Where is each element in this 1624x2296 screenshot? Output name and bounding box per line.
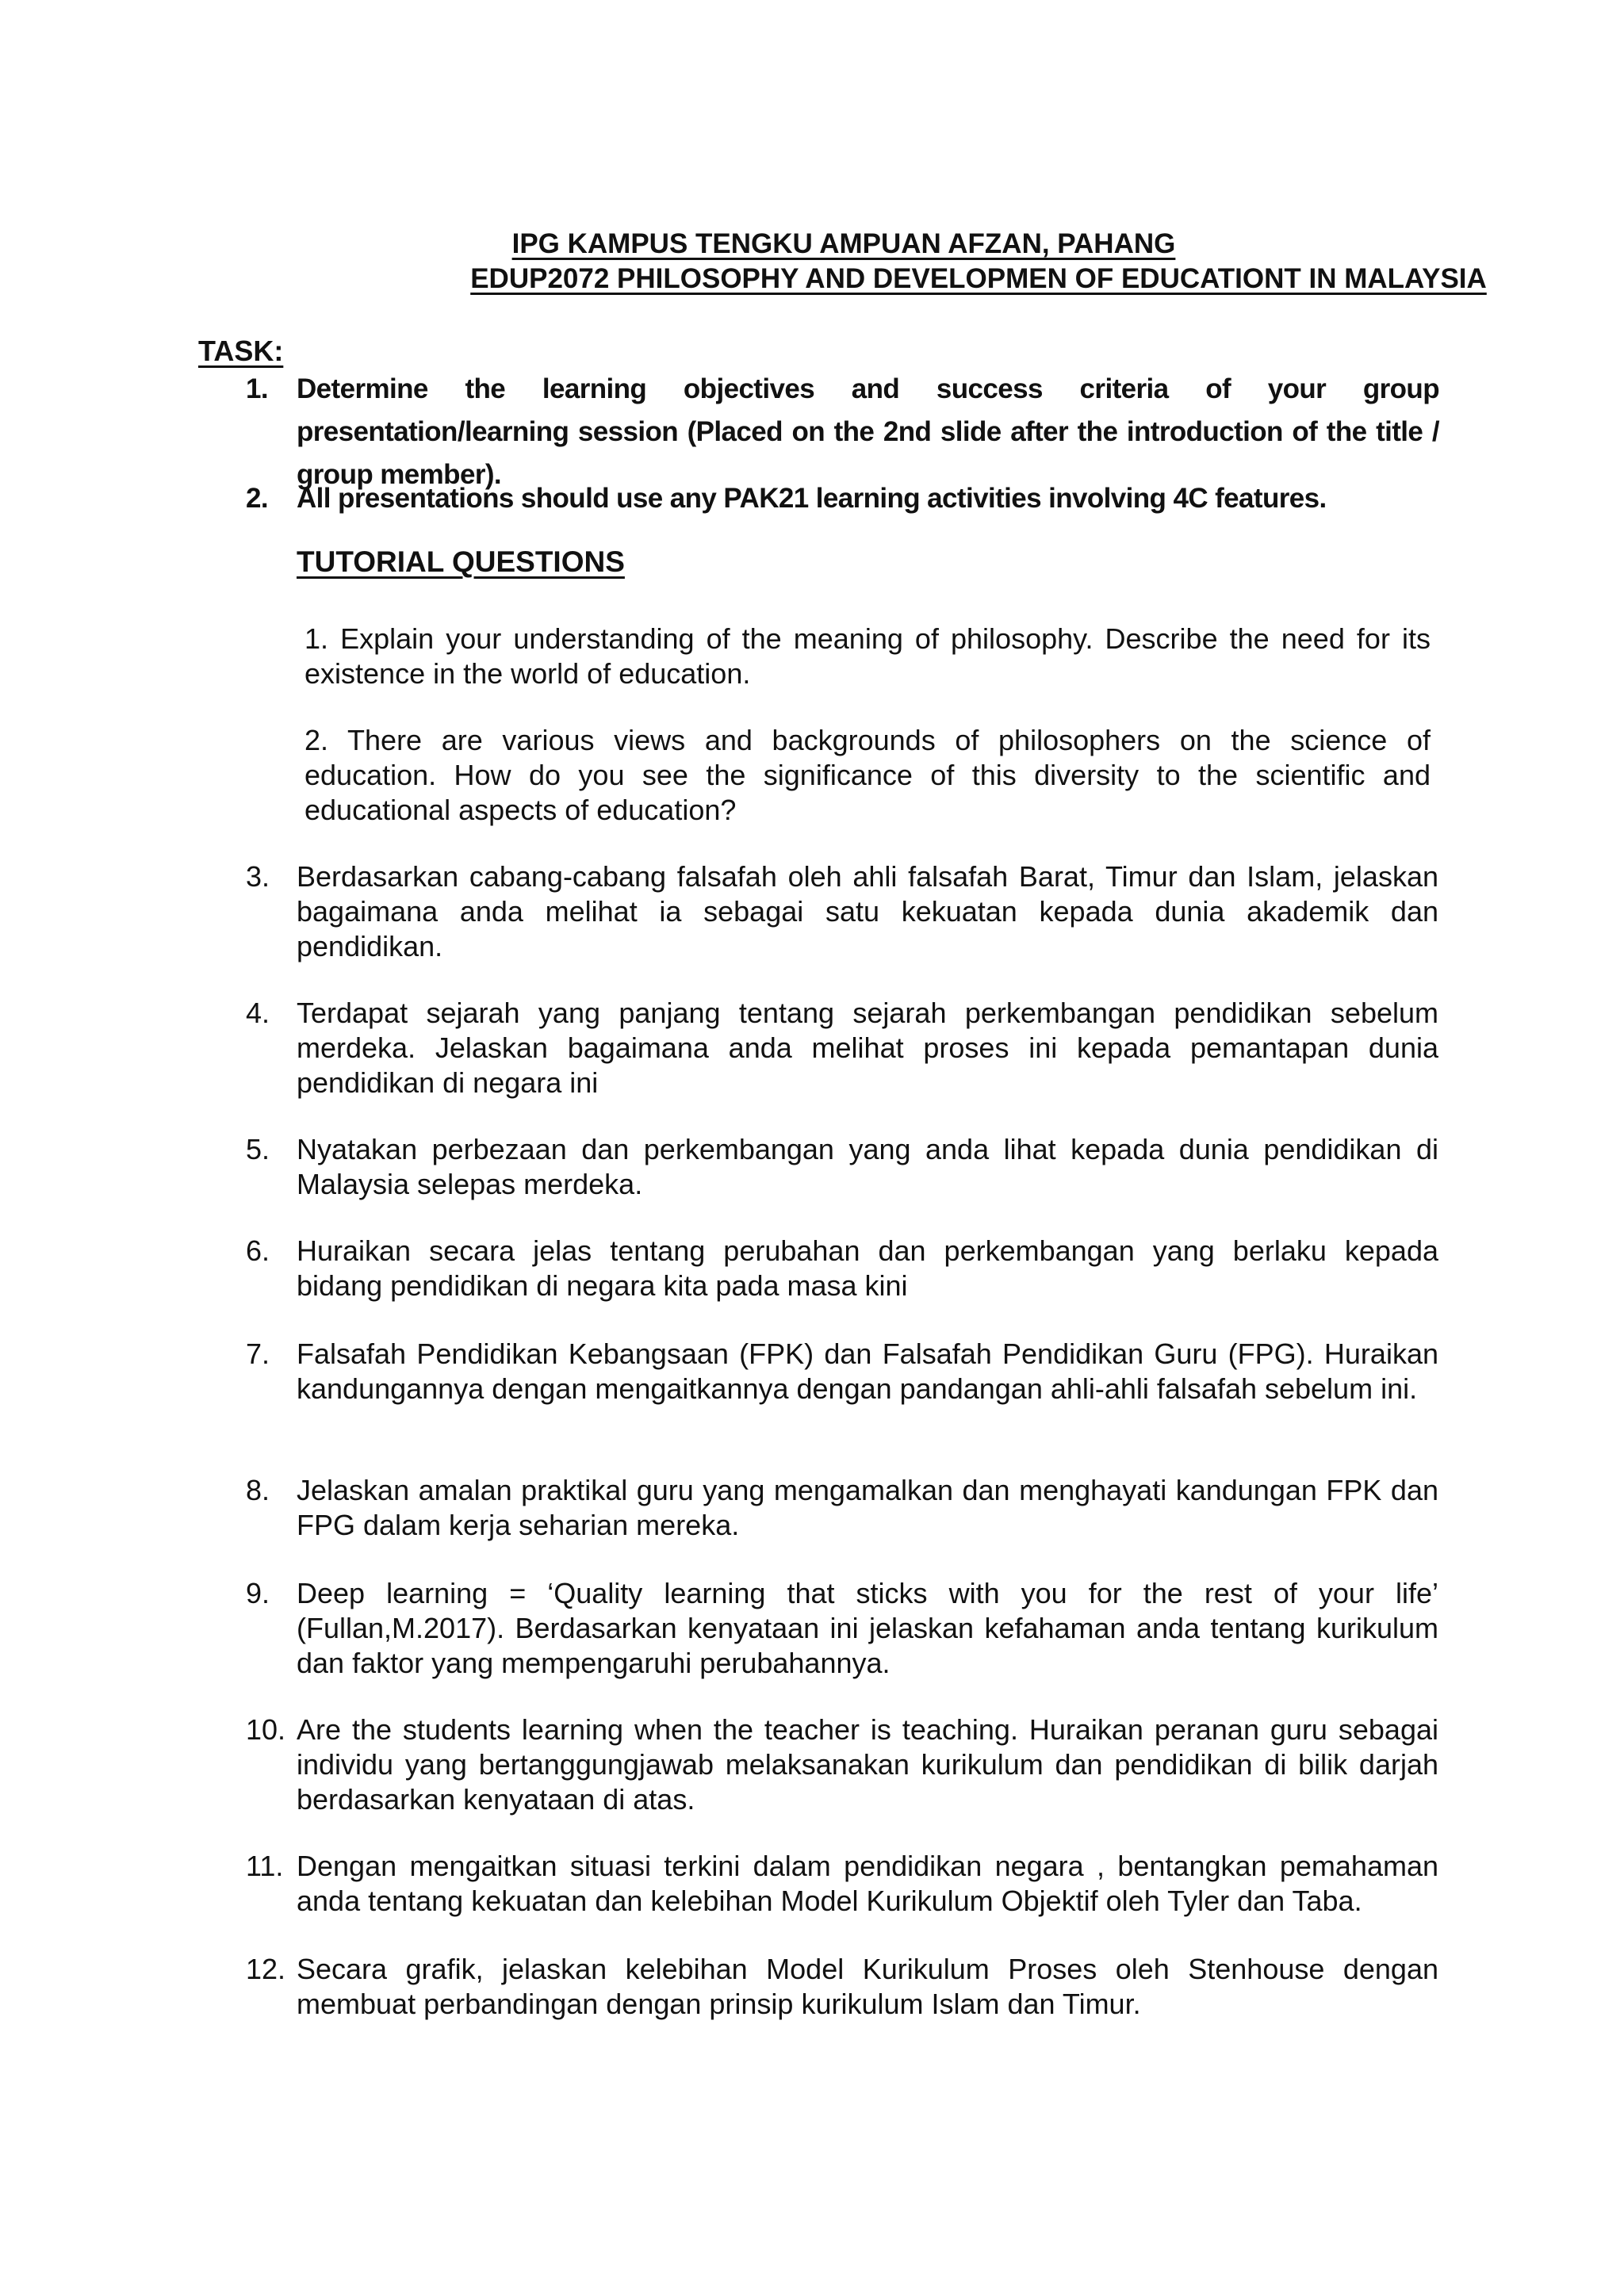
question-text: 2. There are various views and backgrounds of philosophers on the science of education. How do you see the significance of this diversity to the scientific and educational aspects of education? [304, 724, 1431, 826]
task-item-text: All presentations should use any PAK21 learning activities involving 4C features. [297, 483, 1327, 514]
task-item-number: 1. [246, 373, 268, 404]
question-number: 3. [246, 860, 270, 893]
question-text: Secara grafik, jelaskan kelebihan Model Kurikulum Proses oleh Stenhouse dengan membuat perbandingan dengan prinsip kurikulum Islam dan Timur. [297, 1953, 1438, 2020]
question-number: 11. [246, 1850, 284, 1882]
question-text: Huraikan secara jelas tentang perubahan dan perkembangan yang berlaku kepada bidang pendidikan di negara kita pada masa kini [297, 1234, 1438, 1302]
question-text: 1. Explain your understanding of the meaning of philosophy. Describe the need for its existence in the world of education. [304, 622, 1431, 690]
question-text: Are the students learning when the teacher is teaching. Huraikan peranan guru sebagai individu yang bertanggungjawab melaksanakan kurikulum dan pendidikan di bilik darjah berdasarkan kenyataan di atas. [297, 1713, 1438, 1816]
question-number: 6. [246, 1234, 270, 1267]
question-text: Deep learning = ‘Quality learning that sticks with you for the rest of your life’ (Fullan,M.2017). Berdasarkan kenyataan ini jelaskan kefahaman anda tentang kurikulum dan faktor yang mempengaruhi perubahannya. [297, 1577, 1438, 1679]
tutorial-heading: TUTORIAL QUESTIONS [297, 545, 625, 578]
question-number: 12. [246, 1953, 286, 1985]
question-number: 8. [246, 1474, 270, 1506]
question-text: Berdasarkan cabang-cabang falsafah oleh ahli falsafah Barat, Timur dan Islam, jelaskan bagaimana anda melihat ia sebagai satu kekuatan kepada dunia akademik dan pendidikan. [297, 860, 1438, 962]
question-number: 9. [246, 1577, 270, 1609]
question-text: Terdapat sejarah yang panjang tentang sejarah perkembangan pendidikan sebelum merdeka. Jelaskan bagaimana anda melihat proses ini kepada pemantapan dunia pendidikan di negara ini [297, 997, 1438, 1099]
question-number: 7. [246, 1337, 270, 1370]
question-text: Falsafah Pendidikan Kebangsaan (FPK) dan Falsafah Pendidikan Guru (FPG). Huraikan kandungannya dengan mengaitkannya dengan pandangan ahli-ahli falsafah sebelum ini. [297, 1337, 1438, 1405]
task-item-text: Determine the learning objectives and success criteria of your group presentation/learning session (Placed on the 2nd slide after the introduction of the title / group member). [297, 373, 1439, 490]
institution-title: IPG KAMPUS TENGKU AMPUAN AFZAN, PAHANG [511, 228, 1176, 259]
question-number: 4. [246, 997, 270, 1029]
course-title: EDUP2072 PHILOSOPHY AND DEVELOPMEN OF EDUCATIONT IN MALAYSIA [470, 263, 1487, 294]
task-label: TASK: [198, 335, 284, 367]
question-text: Jelaskan amalan praktikal guru yang mengamalkan dan menghayati kandungan FPK dan FPG dalam kerja seharian mereka. [297, 1474, 1438, 1541]
question-text: Nyatakan perbezaan dan perkembangan yang anda lihat kepada dunia pendidikan di Malaysia selepas merdeka. [297, 1133, 1438, 1200]
question-number: 10. [246, 1713, 286, 1746]
question-text: Dengan mengaitkan situasi terkini dalam pendidikan negara , bentangkan pemahaman anda tentang kekuatan dan kelebihan Model Kurikulum Objektif oleh Tyler dan Taba. [297, 1850, 1438, 1917]
task-item-number: 2. [246, 483, 268, 514]
question-number: 5. [246, 1133, 270, 1165]
